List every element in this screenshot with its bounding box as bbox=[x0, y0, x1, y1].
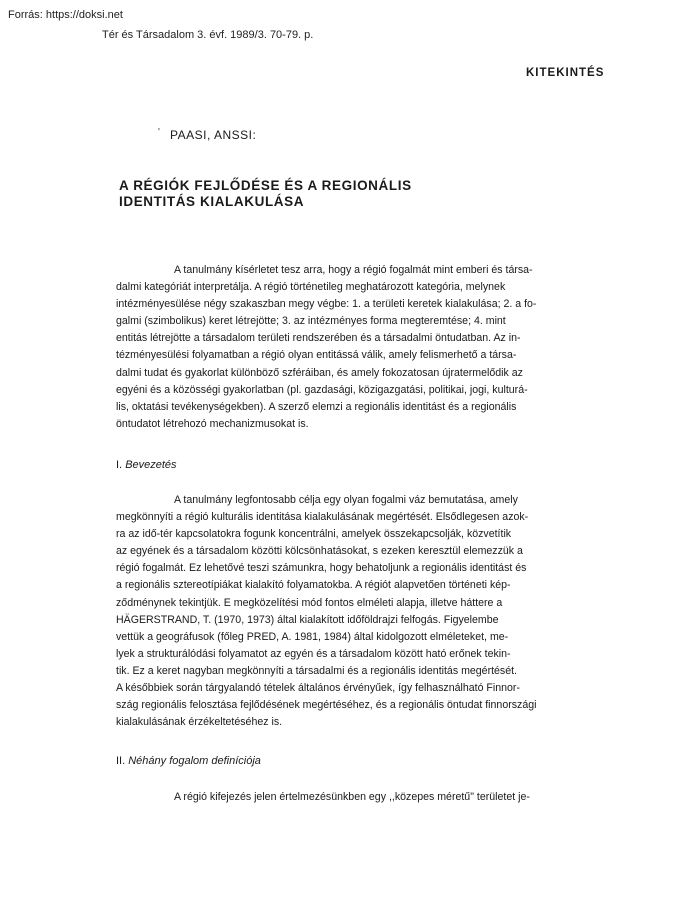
article-title bbox=[119, 178, 412, 210]
section-number: I. bbox=[116, 459, 123, 471]
text-line: entitás létrejötte a társadalom területi rendszerében és a társadalmi öntudatban. Az in- bbox=[116, 332, 521, 345]
author-name: PAASI, ANSSI: bbox=[170, 128, 257, 142]
text-line: A tanulmány kísérletet tesz arra, hogy a régió fogalmát mint emberi és társa- bbox=[174, 264, 533, 276]
title-line: IDENTITÁS KIALAKULÁSA bbox=[119, 194, 305, 209]
text-line: A tanulmány legfontosabb célja egy olyan fogalmi váz bemutatása, amely bbox=[174, 494, 518, 506]
section-heading-definiciok bbox=[116, 755, 261, 767]
text-line: a regionális sztereotípiákat kialakító folyamatokba. A régiót alapvetően történeti kép- bbox=[116, 579, 511, 592]
text-line: ződménynek tekintjük. E megközelítési mód fontos elméleti alapja, illetve háttere a bbox=[116, 596, 503, 609]
text-line: szág regionális felosztása fejlődésének megértéséhez, és a regionális öntudat finnországi bbox=[116, 699, 537, 712]
section-number: II. bbox=[116, 755, 126, 767]
text-line: intézményesülése négy szakaszban megy végbe: 1. a területi keretek kialakulása; 2. a fo- bbox=[116, 298, 537, 311]
abstract bbox=[116, 262, 598, 433]
text-line: lis, oktatási tevékenységekben). A szerző elemzi a regionális identitást és a regionális bbox=[116, 400, 517, 413]
text-line: HÄGERSTRAND, T. (1970, 1973) által kialakított időföldrajzi felfogás. Figyelembe bbox=[116, 613, 499, 626]
title-line: A RÉGIÓK FEJLŐDÉSE ÉS A REGIONÁLIS bbox=[119, 178, 412, 193]
text-line: kialakulásának érzékeltetéséhez is. bbox=[116, 716, 283, 729]
section-title: Bevezetés bbox=[125, 459, 177, 471]
citation: Tér és Társadalom 3. évf. 1989/3. 70-79. p. bbox=[102, 29, 314, 41]
text-line: megkönnyíti a régió kulturális identitása kialakulásának megértését. Elsődlegesen azok- bbox=[116, 511, 529, 524]
text-line: tik. Ez a keret nagyban megkönnyíti a társadalmi és a regionális identitás megértését. bbox=[116, 664, 518, 677]
text-line: dalmi tudat és gyakorlat különböző szféráiban, és amely fokozatosan újratermelődik az bbox=[116, 366, 523, 379]
text-line: dalmi kategóriát interpretálja. A régió történetileg meghatározott kategória, melynek bbox=[116, 281, 506, 294]
text-line: az egyének és a társadalom közötti kölcsönhatásokat, s ezeken keresztül elemezzük a bbox=[116, 545, 523, 558]
section-body-definiciok bbox=[116, 789, 598, 806]
section-heading-bevezetes bbox=[116, 459, 177, 471]
section-label: KITEKINTÉS bbox=[526, 67, 605, 79]
section-title: Néhány fogalom definíciója bbox=[128, 755, 261, 767]
text-line: öntudatot létrehozó mechanizmusokat is. bbox=[116, 417, 309, 430]
text-line: ra az idő-tér kapcsolatokra fogunk koncentrálni, amelyek összekapcsolják, közvetítik bbox=[116, 528, 512, 541]
text-line: egyéni és a közösségi gyakorlatban (pl. gazdasági, közigazgatási, politikai, jogi, kulturá- bbox=[116, 383, 528, 396]
text-line: lyek a strukturálódási folyamatot az egyén és a társadalom között ható erőnek tekin- bbox=[116, 647, 511, 660]
text-line: galmi (szimbolikus) keret létrejötte; 3. az intézményes forma megteremtése; 4. mint bbox=[116, 315, 506, 328]
text-line: vettük a geográfusok (főleg PRED, A. 1981, 1984) által kidolgozott elméleteket, me- bbox=[116, 630, 509, 643]
text-line: A későbbiek során tárgyalandó tételek általános érvényűek, így felhasználható Finnor- bbox=[116, 682, 520, 695]
source-note: Forrás: https://doksi.net bbox=[8, 9, 123, 21]
author-mark: ' bbox=[158, 127, 160, 138]
text-line: régió fogalmát. Ez lehetővé teszi számunkra, hogy behatoljunk a regionális identitást és bbox=[116, 562, 527, 575]
section-body-bevezetes bbox=[116, 492, 598, 731]
text-line: tézményesülési folyamatban a régió olyan entitássá válik, amely felismerhető a társa- bbox=[116, 349, 517, 362]
text-line: A régió kifejezés jelen értelmezésünkben egy ,,közepes méretű" területet je- bbox=[174, 791, 530, 803]
